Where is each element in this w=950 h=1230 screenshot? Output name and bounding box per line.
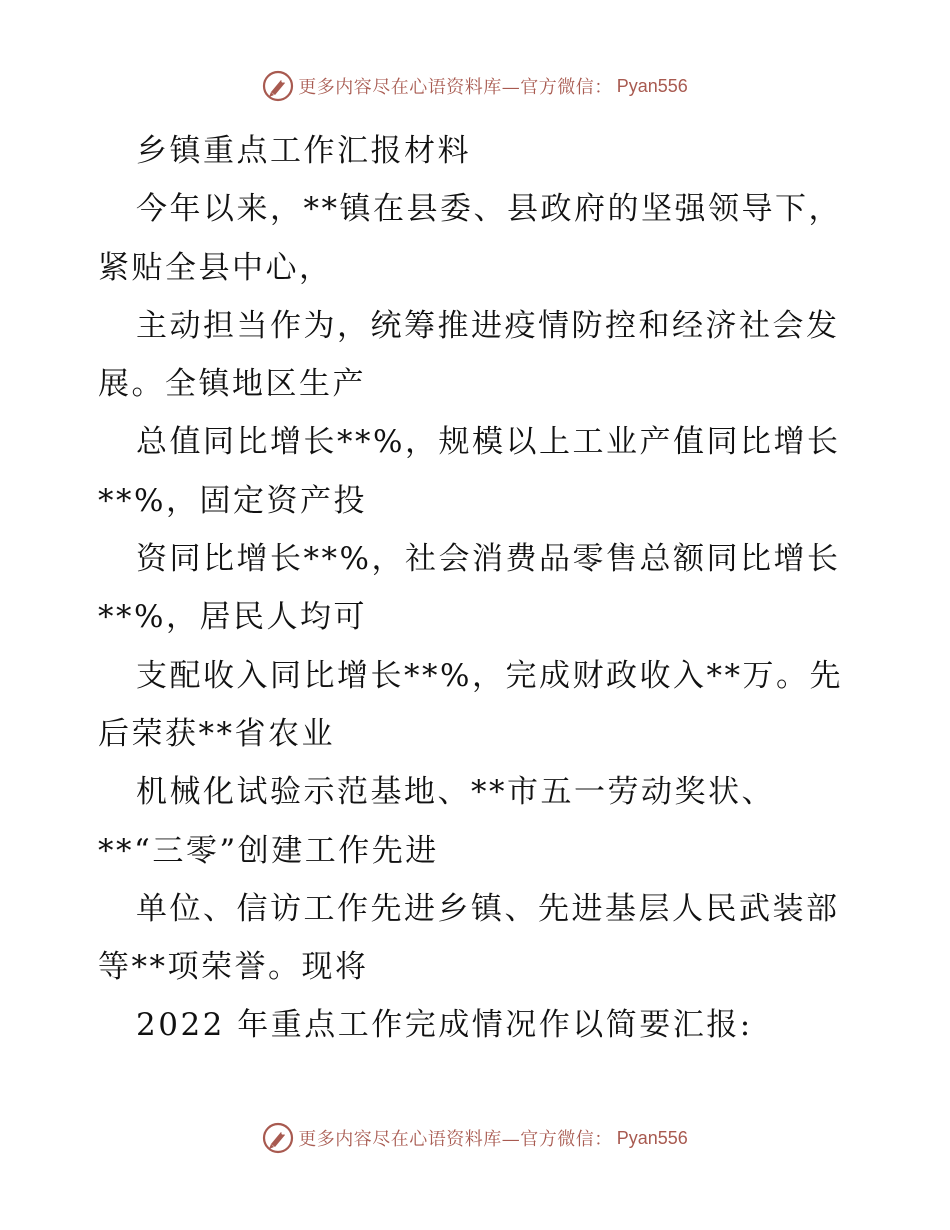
pen-logo-icon [262, 70, 294, 102]
doc-line: **%，固定资产投 [98, 482, 367, 519]
doc-line: 主动担当作为，统筹推进疫情防控和经济社会发 [136, 307, 840, 344]
watermark-text: 更多内容尽在心语资料库—官方微信： [298, 1129, 613, 1150]
watermark-handle: Pyan556 [616, 1127, 688, 1148]
pen-logo-icon [262, 1122, 294, 1154]
doc-line: 总值同比增长**%，规模以上工业产值同比增长 [136, 424, 841, 461]
document-body [98, 122, 858, 1055]
doc-line: 2022 年重点工作完成情况作以简要汇报: [136, 1007, 753, 1044]
doc-line: **“三零”创建工作先进 [98, 832, 439, 869]
footer-watermark [0, 1122, 950, 1154]
watermark-text: 更多内容尽在心语资料库—官方微信： [298, 77, 613, 98]
doc-line: 后荣获**省农业 [98, 715, 335, 752]
doc-line: 单位、信访工作先进乡镇、先进基层人民武装部 [136, 890, 840, 927]
watermark-handle: Pyan556 [616, 75, 688, 96]
doc-title: 乡镇重点工作汇报材料 [136, 133, 471, 169]
doc-line: 机械化试验示范基地、**市五一劳动奖状、 [136, 774, 775, 811]
doc-line: 展。全镇地区生产 [98, 366, 366, 403]
header-watermark [0, 70, 950, 102]
doc-line: 资同比增长**%，社会消费品零售总额同比增长 [136, 541, 841, 578]
doc-line: 今年以来，**镇在县委、县政府的坚强领导下， [136, 191, 842, 228]
doc-line: 等**项荣誉。现将 [98, 949, 369, 986]
doc-line: 紧贴全县中心， [98, 249, 333, 286]
doc-line: **%，居民人均可 [98, 599, 367, 636]
doc-line: 支配收入同比增长**%，完成财政收入**万。先 [136, 657, 843, 694]
